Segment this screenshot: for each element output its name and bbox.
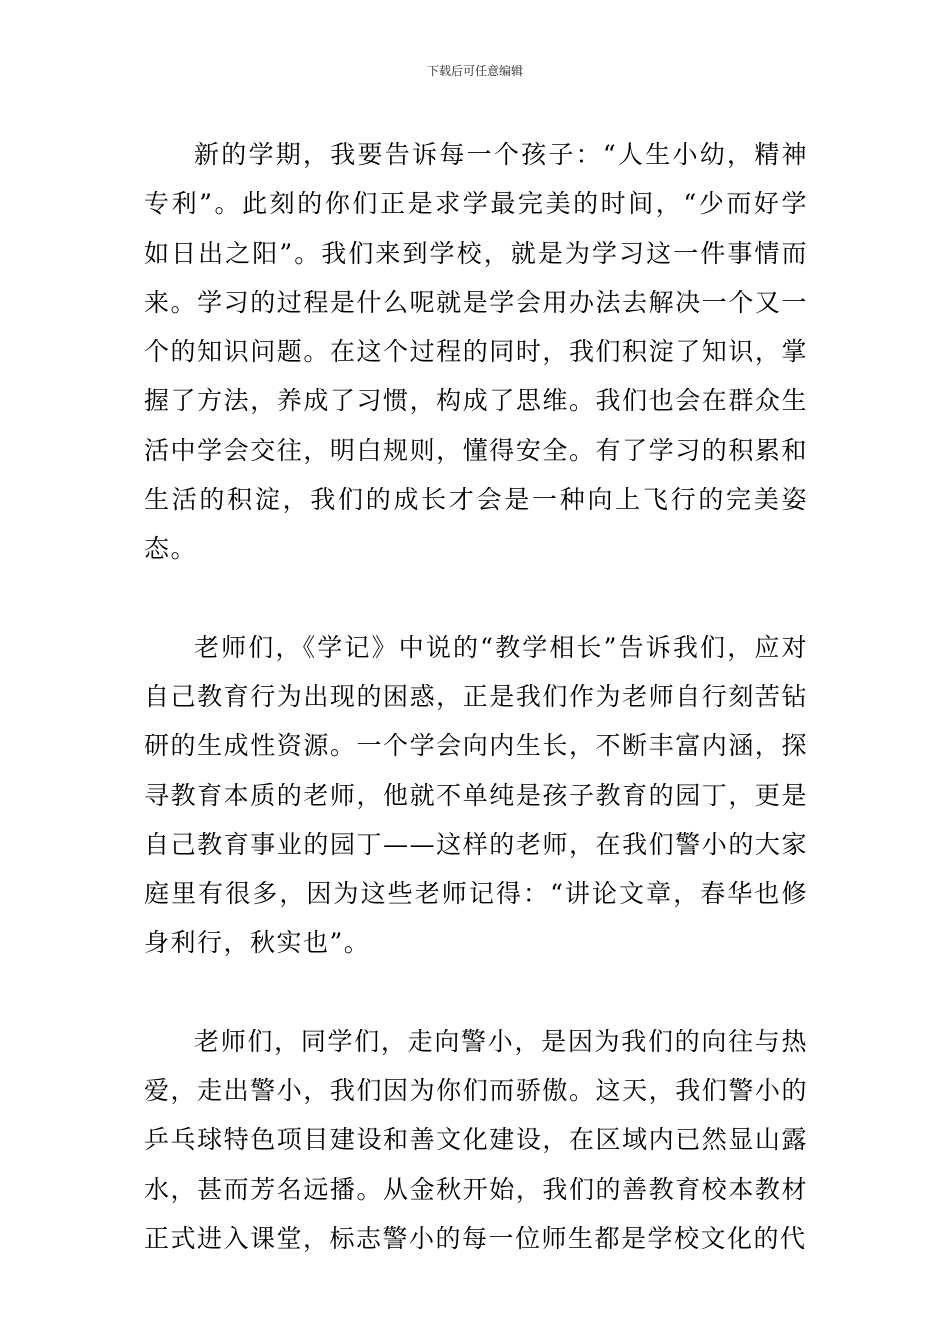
header-note: 下载后可任意编辑	[426, 64, 523, 78]
paragraph-3: 老师们，同学们，走向警小，是因为我们的向往与热爱，走出警小，我们因为你们而骄傲。这天，我们警小的乒乓球特色项目建设和善文化建设，在区域内已然显山露水，甚而芳名远播。从金秋开始，我们的善教育校本教材正式进入课堂，标志警小的每一位师生都是学校文化的代	[144, 1026, 808, 1253]
paragraph-1: 新的学期，我要告诉每一个孩子：“人生小幼，精神专利”。此刻的你们正是求学最完美的时间，“少而好学如日出之阳”。我们来到学校，就是为学习这一件事情而来。学习的过程是什么呢就是学会用办法去解决一个又一个的知识问题。在这个过程的同时，我们积淀了知识，掌握了方法，养成了习惯，构成了思维。我们也会在群众生活中学会交往，明白规则，懂得安全。有了学习的积累和生活的积淀，我们的成长才会是一种向上飞行的完美姿态。	[144, 140, 808, 564]
document-body	[144, 130, 808, 1263]
paragraph-2: 老师们，《学记》中说的“教学相长”告诉我们，应对自己教育行为出现的困惑，正是我们作为老师自行刻苦钻研的生成性资源。一个学会向内生长，不断丰富内涵，探寻教育本质的老师，他就不单纯是孩子教育的园丁，更是自己教育事业的园丁——这样的老师，在我们警小的大家庭里有很多，因为这些老师记得：“讲论文章，春华也修身利行，秋实也”。	[144, 632, 808, 958]
